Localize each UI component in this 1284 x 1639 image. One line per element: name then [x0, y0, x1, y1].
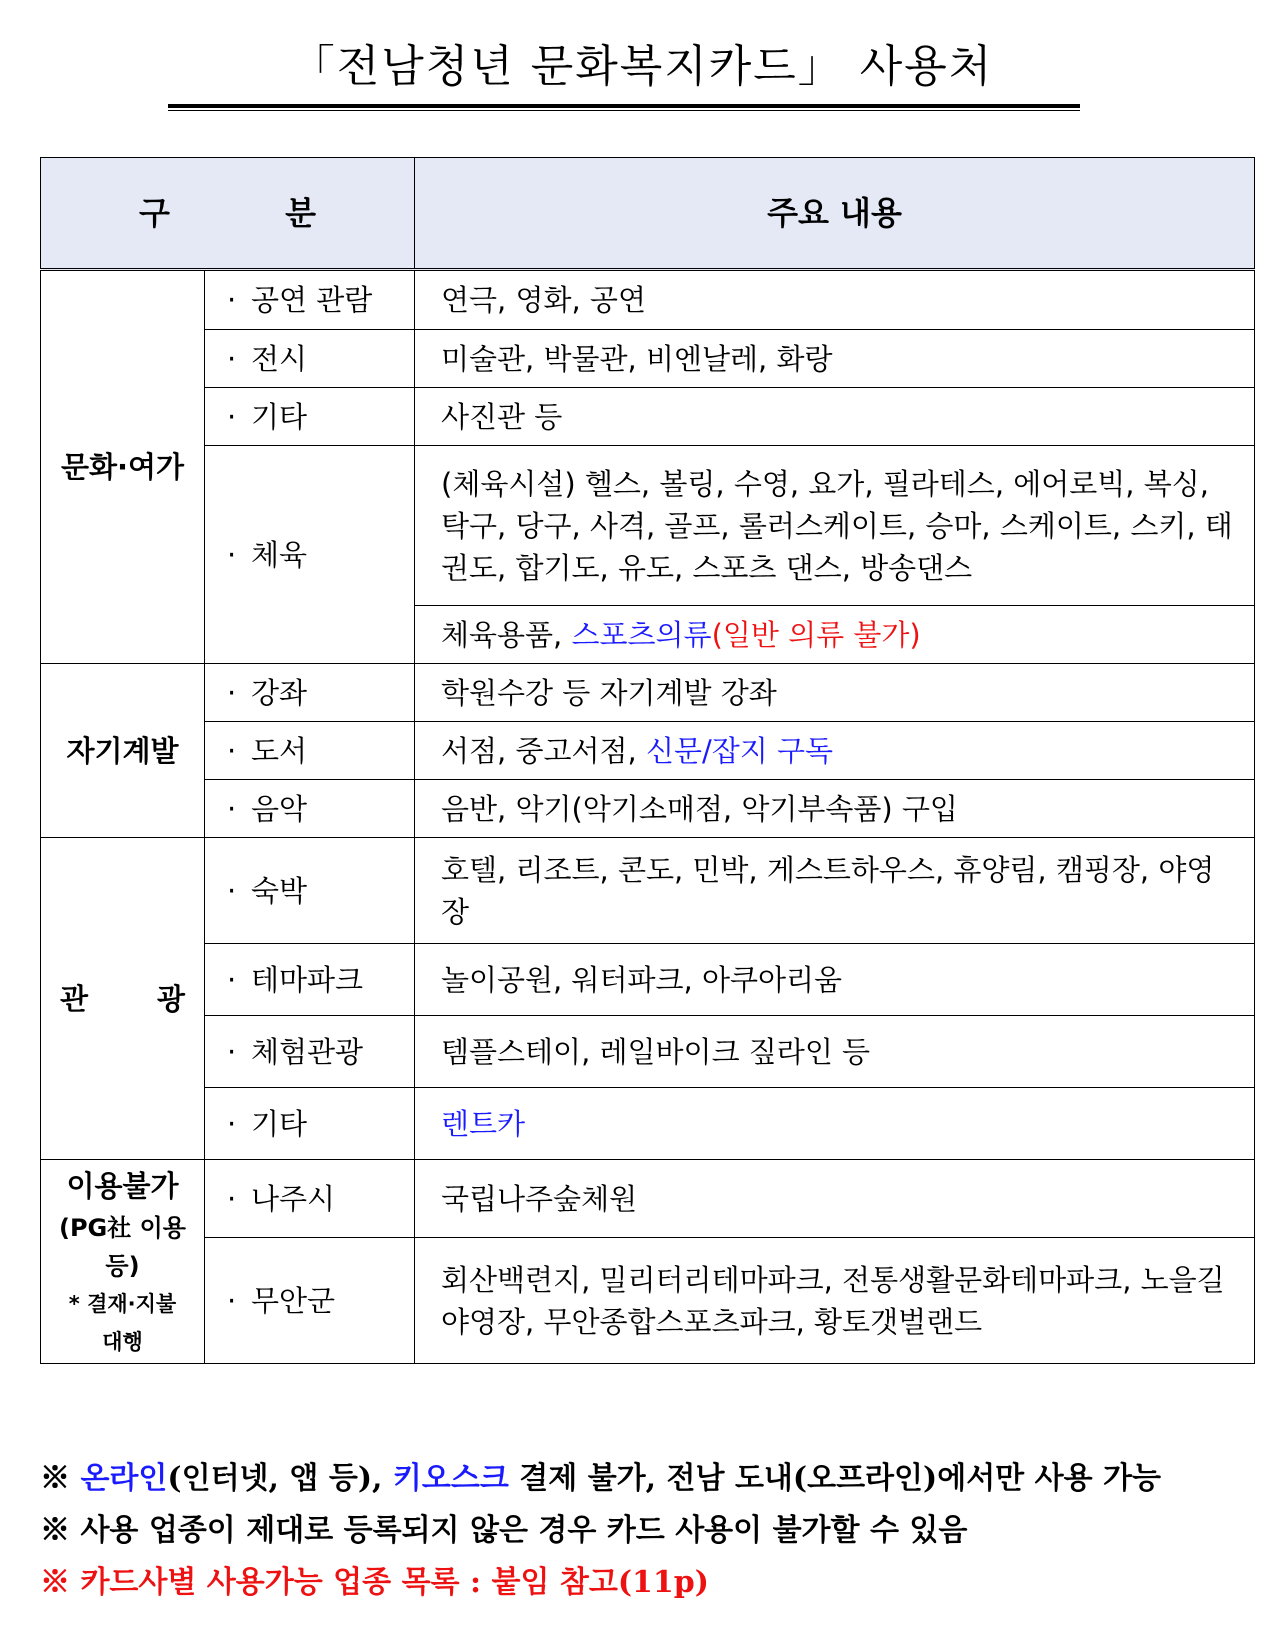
- content-experience: 템플스테이, 레일바이크 짚라인 등: [415, 1016, 1255, 1088]
- note-line-3: ※ 카드사별 사용가능 업종 목록 : 붙임 참고(11p): [40, 1565, 709, 1600]
- table-row: [41, 1016, 1255, 1088]
- sub-muan: · 무안군: [205, 1238, 415, 1364]
- table-row: [41, 446, 1255, 606]
- table-row: [41, 664, 1255, 722]
- table-row: [41, 1088, 1255, 1160]
- category-unavailable: 이용불가 (PG社 이용 등) * 결재·지불 대행: [41, 1160, 205, 1364]
- sub-sports: · 체육: [205, 446, 415, 664]
- table-row: [41, 270, 1255, 330]
- table-row: [41, 780, 1255, 838]
- content-sports-facilities: (체육시설) 헬스, 볼링, 수영, 요가, 필라테스, 에어로빅, 복싱, 탁구, 당구, 사격, 골프, 롤러스케이트, 승마, 스케이트, 스키, 태권도, 합기도, 유도, 스포츠 댄스, 방송댄스: [415, 446, 1255, 606]
- sub-etc-culture: · 기타: [205, 388, 415, 446]
- usage-table: [40, 157, 1255, 1364]
- category-tourism: 관 광: [41, 838, 205, 1160]
- sub-etc-tourism: · 기타: [205, 1088, 415, 1160]
- note-line-2: ※ 사용 업종이 제대로 등록되지 않은 경우 카드 사용이 불가할 수 있음: [40, 1513, 968, 1548]
- sub-themepark: · 테마파크: [205, 944, 415, 1016]
- sub-naju: · 나주시: [205, 1160, 415, 1238]
- sub-lecture: · 강좌: [205, 664, 415, 722]
- sub-books: · 도서: [205, 722, 415, 780]
- content-performance: 연극, 영화, 공연: [415, 270, 1255, 330]
- category-self-development: 자기계발: [41, 664, 205, 838]
- table-header-row: [41, 158, 1255, 270]
- notes: [40, 1453, 1254, 1609]
- content-sports-goods: 체육용품, 스포츠의류(일반 의류 불가): [415, 606, 1255, 664]
- table-row: [41, 838, 1255, 944]
- content-books: 서점, 중고서점, 신문/잡지 구독: [415, 722, 1255, 780]
- header-content: 주요 내용: [415, 158, 1255, 270]
- content-etc-tourism: 렌트카: [415, 1088, 1255, 1160]
- content-naju: 국립나주숲체원: [415, 1160, 1255, 1238]
- table-row: [41, 1238, 1255, 1364]
- sub-exhibition: · 전시: [205, 330, 415, 388]
- title-underline: [168, 104, 1080, 111]
- content-muan: 회산백련지, 밀리터리테마파크, 전통생활문화테마파크, 노을길야영장, 무안종합스포츠파크, 황토갯벌랜드: [415, 1238, 1255, 1364]
- table-row: [41, 388, 1255, 446]
- table-row: [41, 944, 1255, 1016]
- content-exhibition: 미술관, 박물관, 비엔날레, 화랑: [415, 330, 1255, 388]
- note-line-1: ※ 온라인(인터넷, 앱 등), 키오스크 결제 불가, 전남 도내(오프라인)에서만 사용 가능: [40, 1461, 1161, 1496]
- content-music: 음반, 악기(악기소매점, 악기부속품) 구입: [415, 780, 1255, 838]
- table-row: [41, 722, 1255, 780]
- table-row: [41, 330, 1255, 388]
- table-row: [41, 1160, 1255, 1238]
- header-category: 구 분: [41, 158, 415, 270]
- sub-experience: · 체험관광: [205, 1016, 415, 1088]
- content-themepark: 놀이공원, 워터파크, 아쿠아리움: [415, 944, 1255, 1016]
- content-lecture: 학원수강 등 자기계발 강좌: [415, 664, 1255, 722]
- content-etc-culture: 사진관 등: [415, 388, 1255, 446]
- sub-performance: · 공연 관람: [205, 270, 415, 330]
- page-title: 「전남청년 문화복지카드」 사용처: [290, 41, 994, 92]
- sub-lodging: · 숙박: [205, 838, 415, 944]
- category-culture: 문화·여가: [41, 270, 205, 664]
- content-lodging: 호텔, 리조트, 콘도, 민박, 게스트하우스, 휴양림, 캠핑장, 야영장: [415, 838, 1255, 944]
- sub-music: · 음악: [205, 780, 415, 838]
